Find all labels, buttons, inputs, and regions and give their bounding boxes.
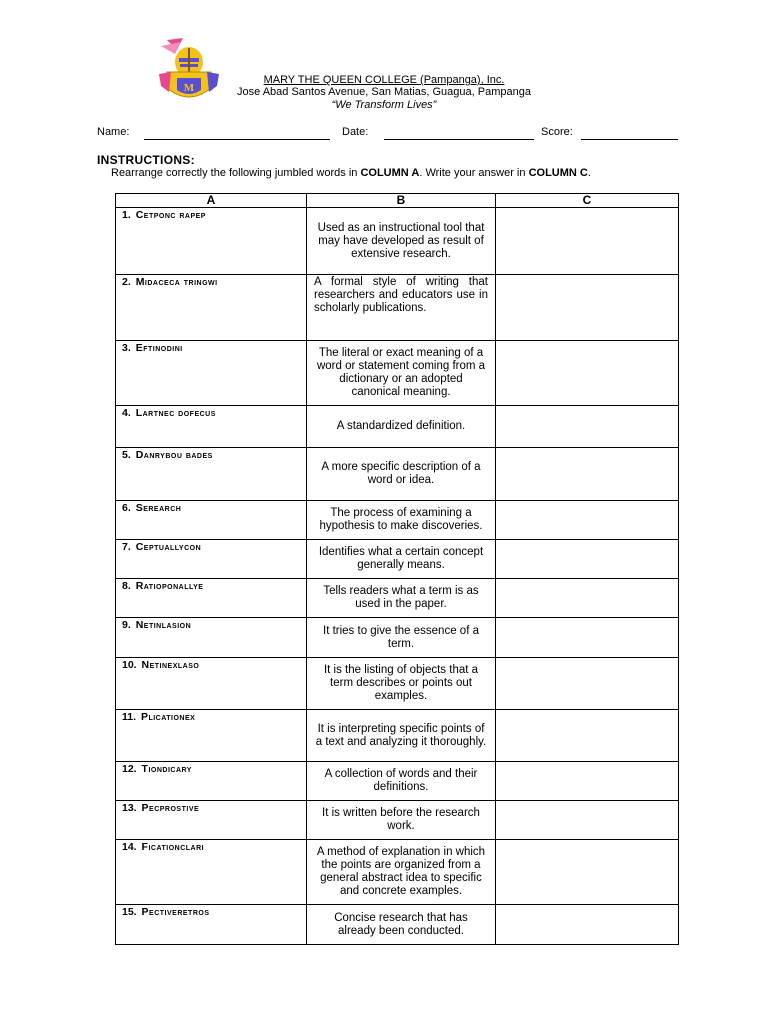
answer-cell[interactable]: [496, 658, 679, 710]
description-cell: A standardized definition.: [307, 406, 496, 448]
table-row: [116, 406, 679, 448]
answer-cell[interactable]: [496, 762, 679, 801]
answer-cell[interactable]: [496, 801, 679, 840]
jumbled-word-cell: 7. Ceptuallycon: [116, 540, 307, 579]
jumbled-word-cell: 14. Ficationclari: [116, 840, 307, 905]
description-cell: The process of examining a hypothesis to make discoveries.: [307, 501, 496, 540]
table-row: [116, 579, 679, 618]
answer-cell[interactable]: [496, 448, 679, 501]
jumbled-word-cell: 6. Serearch: [116, 501, 307, 540]
column-c-header: C: [496, 194, 679, 208]
date-field[interactable]: [384, 139, 534, 140]
worksheet-table: [115, 193, 679, 945]
date-label: Date:: [342, 126, 369, 138]
table-row: [116, 341, 679, 406]
description-cell: A more specific description of a word or idea.: [307, 448, 496, 501]
table-header-row: [116, 194, 679, 208]
jumbled-word-cell: 3. Eftinodini: [116, 341, 307, 406]
score-field[interactable]: [581, 139, 678, 140]
description-cell: Concise research that has already been conducted.: [307, 905, 496, 945]
name-label: Name:: [97, 126, 130, 138]
college-address: Jose Abad Santos Avenue, San Matias, Guagua, Pampanga: [237, 86, 531, 98]
jumbled-word-cell: 11. Plicationex: [116, 710, 307, 762]
table-row: [116, 501, 679, 540]
jumbled-word-cell: 2. Midaceca tringwi: [116, 275, 307, 341]
description-cell: It is interpreting specific points of a text and analyzing it thoroughly.: [307, 710, 496, 762]
jumbled-word-cell: 13. Pecprostive: [116, 801, 307, 840]
column-b-header: B: [307, 194, 496, 208]
answer-cell[interactable]: [496, 406, 679, 448]
description-cell: Used as an instructional tool that may have developed as result of extensive research.: [307, 208, 496, 275]
table-row: [116, 448, 679, 501]
jumbled-word-cell: 8. Ratioponallye: [116, 579, 307, 618]
table-row: [116, 275, 679, 341]
jumbled-word-cell: 15. Pectiveretros: [116, 905, 307, 945]
jumbled-word-cell: 4. Lartnec dofecus: [116, 406, 307, 448]
description-cell: Identifies what a certain concept generally means.: [307, 540, 496, 579]
description-cell: A method of explanation in which the points are organized from a general abstract idea to specific and concrete examples.: [307, 840, 496, 905]
score-label: Score:: [541, 126, 573, 138]
answer-cell[interactable]: [496, 710, 679, 762]
jumbled-word-cell: 5. Danrybou bades: [116, 448, 307, 501]
table-row: [116, 762, 679, 801]
table-row: [116, 540, 679, 579]
description-cell: It is the listing of objects that a term describes or points out examples.: [307, 658, 496, 710]
table-row: [116, 658, 679, 710]
svg-text:M: M: [183, 82, 195, 94]
table-row: [116, 905, 679, 945]
description-cell: A formal style of writing that researchers and educators use in scholarly publications.: [307, 275, 496, 341]
table-row: [116, 208, 679, 275]
table-row: [116, 618, 679, 658]
description-cell: Tells readers what a term is as used in the paper.: [307, 579, 496, 618]
jumbled-word-cell: 1. Cetponc rapep: [116, 208, 307, 275]
answer-cell[interactable]: [496, 501, 679, 540]
answer-cell[interactable]: [496, 275, 679, 341]
answer-cell[interactable]: [496, 341, 679, 406]
college-name: MARY THE QUEEN COLLEGE (Pampanga), Inc.: [263, 74, 505, 86]
description-cell: It tries to give the essence of a term.: [307, 618, 496, 658]
table-row: [116, 710, 679, 762]
answer-cell[interactable]: [496, 208, 679, 275]
description-cell: The literal or exact meaning of a word or statement coming from a dictionary or an adopted canonical meaning.: [307, 341, 496, 406]
column-a-header: A: [116, 194, 307, 208]
jumbled-word-cell: 9. Netinlasion: [116, 618, 307, 658]
name-field[interactable]: [144, 139, 330, 140]
jumbled-word-cell: 10. Netinexlaso: [116, 658, 307, 710]
jumbled-word-cell: 12. Tiondicary: [116, 762, 307, 801]
answer-cell[interactable]: [496, 840, 679, 905]
description-cell: A collection of words and their definitions.: [307, 762, 496, 801]
description-cell: It is written before the research work.: [307, 801, 496, 840]
answer-cell[interactable]: [496, 618, 679, 658]
instructions-heading: INSTRUCTIONS:: [97, 153, 195, 167]
instructions-text: Rearrange correctly the following jumbled words in COLUMN A. Write your answer in COLUMN C.: [111, 167, 591, 179]
table-row: [116, 840, 679, 905]
college-motto: “We Transform Lives”: [331, 99, 437, 111]
answer-cell[interactable]: [496, 540, 679, 579]
answer-cell[interactable]: [496, 579, 679, 618]
table-row: [116, 801, 679, 840]
answer-cell[interactable]: [496, 905, 679, 945]
